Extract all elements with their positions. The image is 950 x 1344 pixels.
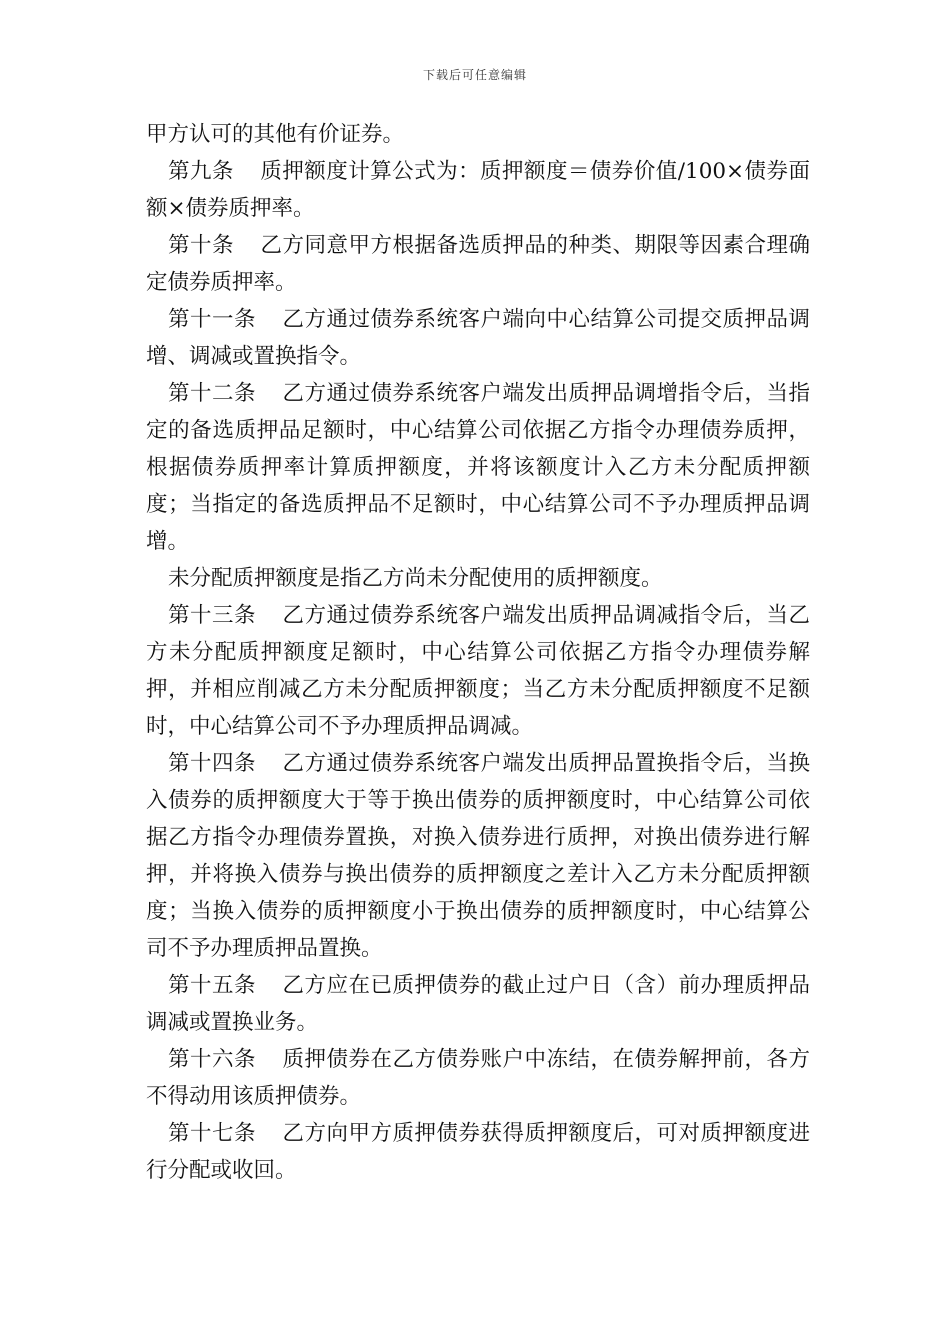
article-11 bbox=[146, 301, 810, 375]
article-12 bbox=[146, 375, 810, 560]
article-number: 第十一条 bbox=[168, 307, 256, 332]
article-text: 质押额度计算公式为：质押额度＝债券价值/100×债券面额×债券质押率。 bbox=[146, 159, 810, 221]
article-text: 乙方通过债券系统客户端发出质押品置换指令后，当换入债券的质押额度大于等于换出债券的质押额度时，中心结算公司依据乙方指令办理债券置换，对换入债券进行质押，对换出债券进行解押，并将换入债券与换出债券的质押额度之差计入乙方未分配质押额度；当换入债券的质押额度小于换出债券的质押额度时，中心结算公司不予办理质押品置换。 bbox=[146, 751, 810, 961]
article-text: 乙方通过债券系统客户端发出质押品调增指令后，当指定的备选质押品足额时，中心结算公司依据乙方指令办理债券质押，根据债券质押率计算质押额度，并将该额度计入乙方未分配质押额度；当指定的备选质押品不足额时，中心结算公司不予办理质押品调增。 bbox=[146, 381, 810, 554]
article-number: 第十三条 bbox=[168, 603, 256, 628]
article-number: 第九条 bbox=[168, 159, 234, 184]
article-9 bbox=[146, 153, 810, 227]
article-15 bbox=[146, 967, 810, 1041]
paragraph-text: 甲方认可的其他有价证券。 bbox=[146, 122, 405, 147]
article-17 bbox=[146, 1115, 810, 1189]
document-body bbox=[146, 116, 810, 1189]
article-16 bbox=[146, 1041, 810, 1115]
article-text: 乙方应在已质押债券的截止过户日（含）前办理质押品调减或置换业务。 bbox=[146, 973, 810, 1035]
article-13 bbox=[146, 597, 810, 745]
article-number: 第十四条 bbox=[168, 751, 256, 776]
header-note: 下载后可任意编辑 bbox=[422, 68, 527, 82]
article-number: 第十七条 bbox=[168, 1121, 256, 1146]
article-text: 乙方同意甲方根据备选质押品的种类、期限等因素合理确定债券质押率。 bbox=[146, 233, 810, 295]
article-text: 乙方向甲方质押债券获得质押额度后，可对质押额度进行分配或收回。 bbox=[146, 1121, 810, 1183]
paragraph-text: 未分配质押额度是指乙方尚未分配使用的质押额度。 bbox=[168, 566, 663, 591]
article-10 bbox=[146, 227, 810, 301]
article-number: 第十条 bbox=[168, 233, 234, 258]
article-number: 第十六条 bbox=[168, 1047, 256, 1072]
article-number: 第十五条 bbox=[168, 973, 256, 998]
article-14 bbox=[146, 745, 810, 967]
article-text: 乙方通过债券系统客户端向中心结算公司提交质押品调增、调减或置换指令。 bbox=[146, 307, 810, 369]
definition-paragraph bbox=[146, 560, 810, 597]
article-text: 乙方通过债券系统客户端发出质押品调减指令后，当乙方未分配质押额度足额时，中心结算公司依据乙方指令办理债券解押，并相应削减乙方未分配质押额度；当乙方未分配质押额度不足额时，中心结算公司不予办理质押品调减。 bbox=[146, 603, 810, 739]
article-text: 质押债券在乙方债券账户中冻结，在债券解押前，各方不得动用该质押债券。 bbox=[146, 1047, 810, 1109]
article-number: 第十二条 bbox=[168, 381, 256, 406]
paragraph-0 bbox=[146, 116, 810, 153]
